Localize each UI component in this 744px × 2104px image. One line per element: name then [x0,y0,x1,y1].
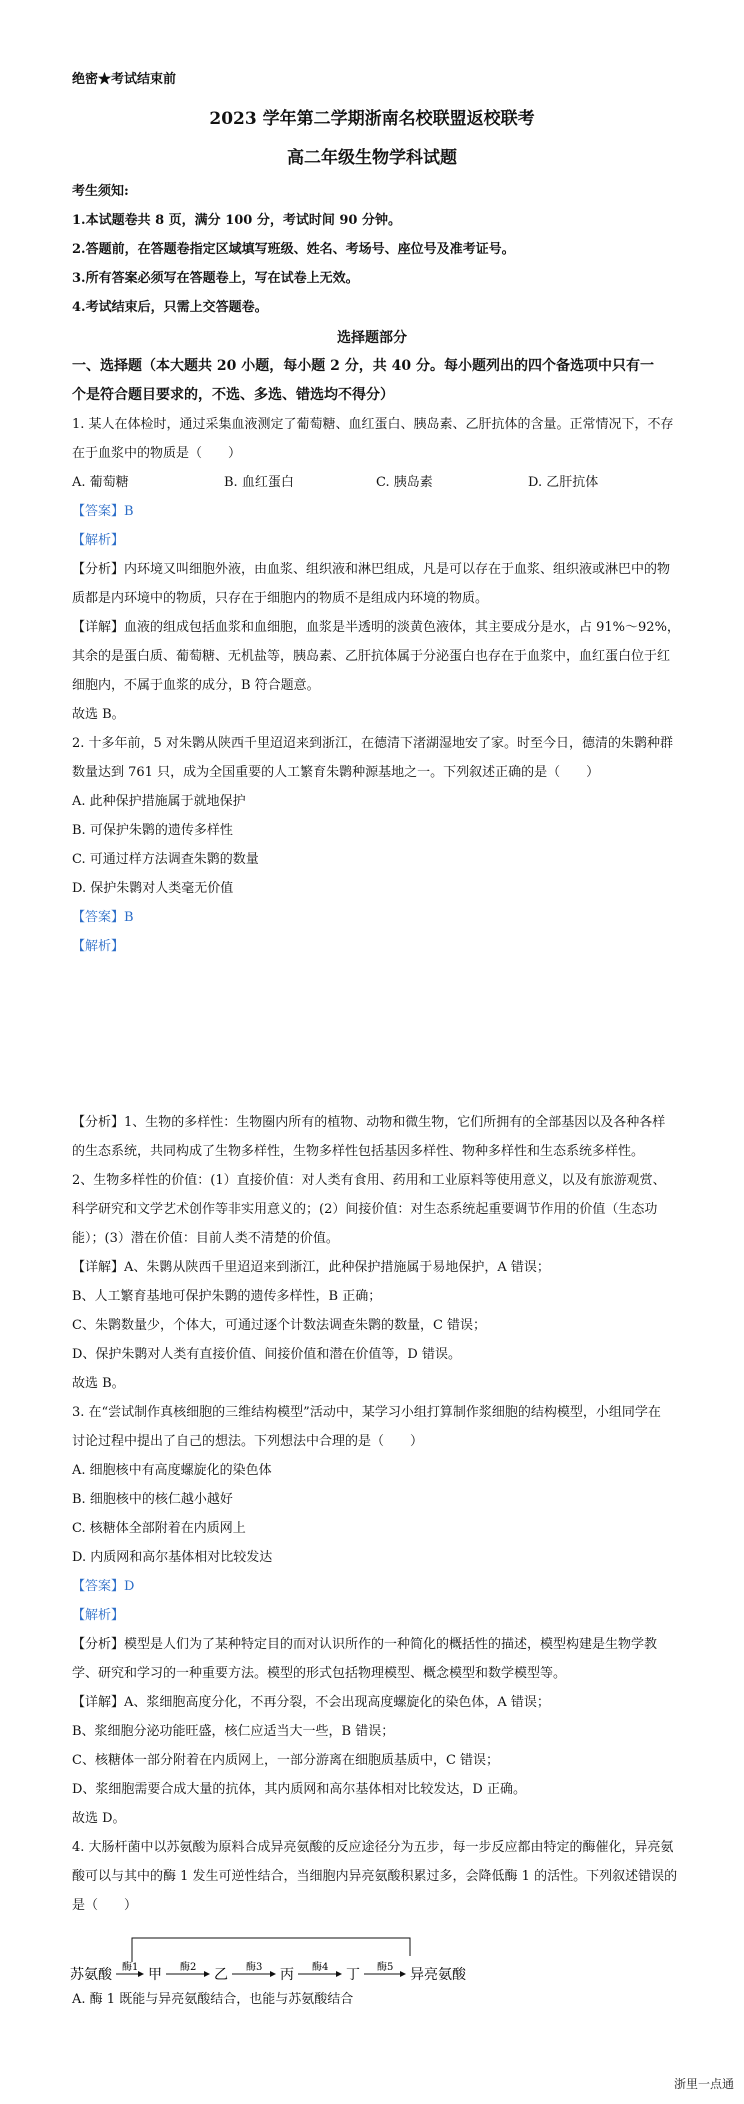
pathway-enzyme-label: 酶5 [377,1962,394,1973]
q3-detail: C、核糖体一部分附着在内质网上，一部分游离在细胞质基质中，C 错误； [72,1753,500,1768]
notice-heading: 考生须知: [72,184,129,199]
q2-answer: 【答案】B [72,910,134,925]
q1-stem: 1. 某人在体检时，通过采集血液测定了葡萄糖、血红蛋白、胰岛素、乙肝抗体的含量。正常情况下，不存 [72,417,674,432]
section-title: 选择题部分 [337,330,407,346]
q1-analysis-label: 【解析】 [72,533,125,548]
q3-stem: 讨论过程中提出了自己的想法。下列想法中合理的是（ ） [72,1434,424,1449]
section-instruction: 个是符合题目要求的，不选、多选、错选均不得分） [72,387,394,403]
pathway-node: 苏氨酸 [70,1967,112,1983]
q3-answer: 【答案】D [72,1579,135,1594]
q2-analysis: 2、生物多样性的价值：(1）直接价值：对人类有食用、药用和工业原料等使用意义，以及有旅游观赏、 [72,1173,666,1188]
q1-conclusion: 故选 B。 [72,707,125,722]
q2-option-b: B. 可保护朱鹮的遗传多样性 [72,823,233,838]
q1-option-b: B. 血红蛋白 [224,475,294,490]
q2-analysis: 的生态系统，共同构成了生物多样性，生物多样性包括基因多样性、物种多样性和生态系统多样性。 [72,1144,645,1159]
q3-option-d: D. 内质网和高尔基体相对比较发达 [72,1550,273,1565]
pathway-enzyme-label: 酶4 [312,1962,329,1973]
q3-analysis-label: 【解析】 [72,1608,125,1623]
exam-title: 2023 学年第二学期浙南名校联盟返校联考 [209,109,535,129]
pathway-arrowhead [400,1971,406,1977]
q1-option-c: C. 胰岛素 [376,475,433,490]
pathway-arrowhead [204,1971,210,1977]
pathway-diagram [70,1936,490,1984]
pathway-arrowhead [270,1971,276,1977]
q2-stem: 2. 十多年前，5 对朱鹮从陕西千里迢迢来到浙江，在德清下渚湖湿地安了家。时至今日，德清的朱鹮种群 [72,736,673,751]
q3-stem: 3. 在“尝试制作真核细胞的三维结构模型”活动中，某学习小组打算制作浆细胞的结构模型，小组同学在 [72,1405,661,1420]
q2-detail: B、人工繁育基地可保护朱鹮的遗传多样性，B 正确； [72,1289,382,1304]
secret-mark: 绝密★考试结束前 [72,72,177,87]
pathway-enzyme-label: 酶1 [122,1962,139,1973]
exam-subtitle: 高二年级生物学科试题 [287,148,457,168]
q2-option-d: D. 保护朱鹮对人类毫无价值 [72,881,234,896]
q2-analysis: 能）；(3）潜在价值：目前人类不清楚的价值。 [72,1231,339,1246]
watermark: 浙里一点通 [673,2077,734,2091]
q1-detail: 其余的是蛋白质、葡萄糖、无机盐等，胰岛素、乙肝抗体属于分泌蛋白也存在于血浆中，血红蛋白位于红 [72,649,671,664]
pathway-enzyme-label: 酶2 [180,1962,197,1973]
q2-analysis: 【分析】1、生物的多样性：生物圈内所有的植物、动物和微生物，它们所拥有的全部基因以及各种各样 [72,1115,666,1130]
pathway-node: 丁 [346,1967,360,1983]
notice-item: 2.答题前，在答题卷指定区域填写班级、姓名、考场号、座位号及准考证号。 [72,242,515,257]
q2-detail: 【详解】A、朱鹮从陕西千里迢迢来到浙江，此种保护措施属于易地保护，A 错误； [72,1260,550,1275]
q4-stem: 酸可以与其中的酶 1 发生可逆性结合，当细胞内异亮氨酸积累过多，会降低酶 1 的活性。下列叙述错误的 [72,1869,678,1884]
q4-option-a: A. 酶 1 既能与异亮氨酸结合，也能与苏氨酸结合 [72,1992,354,2007]
q3-detail: B、浆细胞分泌功能旺盛，核仁应适当大一些，B 错误； [72,1724,395,1739]
q3-analysis: 【分析】模型是人们为了某种特定目的而对认识所作的一种简化的概括性的描述，模型构建是生物学教 [72,1637,658,1652]
notice-item: 3.所有答案必须写在答题卷上，写在试卷上无效。 [72,271,359,286]
notice-item: 1.本试题卷共 8 页，满分 100 分，考试时间 90 分钟。 [72,213,401,228]
q3-option-a: A. 细胞核中有高度螺旋化的染色体 [72,1463,272,1478]
q2-analysis-label: 【解析】 [72,939,125,954]
feedback-line [132,1938,410,1962]
q1-stem: 在于血浆中的物质是（ ） [72,446,242,461]
pathway-node: 甲 [148,1967,162,1983]
q3-option-b: B. 细胞核中的核仁越小越好 [72,1492,233,1507]
q4-stem: 是（ ） [72,1898,138,1913]
q1-detail: 细胞内，不属于血浆的成分，B 符合题意。 [72,678,320,693]
q1-option-d: D. 乙肝抗体 [528,475,599,490]
q2-conclusion: 故选 B。 [72,1376,125,1391]
pathway-enzyme-label: 酶3 [246,1962,263,1973]
q1-analysis: 【分析】内环境又叫细胞外液，由血浆、组织液和淋巴组成，凡是可以存在于血浆、组织液或淋巴中的物 [72,562,671,577]
q1-detail: 【详解】血液的组成包括血浆和血细胞，血浆是半透明的淡黄色液体，其主要成分是水，占 91%～92%， [72,620,680,635]
pathway-arrowhead [138,1971,144,1977]
q1-analysis: 质都是内环境中的物质，只存在于细胞内的物质不是组成内环境的物质。 [72,591,489,606]
section-instruction: 一、选择题（本大题共 20 小题，每小题 2 分，共 40 分。每小题列出的四个备选项中只有一 [72,358,654,374]
pathway-node: 乙 [214,1967,228,1983]
pathway-arrowhead [336,1971,342,1977]
q3-option-c: C. 核糖体全部附着在内质网上 [72,1521,246,1536]
q2-option-c: C. 可通过样方法调查朱鹮的数量 [72,852,259,867]
q3-detail: D、浆细胞需要合成大量的抗体，其内质网和高尔基体相对比较发达，D 正确。 [72,1782,526,1797]
q2-detail: D、保护朱鹮对人类有直接价值、间接价值和潜在价值等，D 错误。 [72,1347,461,1362]
pathway-node: 异亮氨酸 [410,1967,466,1983]
q3-detail: 【详解】A、浆细胞高度分化，不再分裂，不会出现高度螺旋化的染色体，A 错误； [72,1695,550,1710]
q1-option-a: A. 葡萄糖 [72,475,129,490]
q2-detail: C、朱鹮数量少，个体大，可通过逐个计数法调查朱鹮的数量，C 错误； [72,1318,487,1333]
q2-stem: 数量达到 761 只，成为全国重要的人工繁育朱鹮种源基地之一。下列叙述正确的是（ ） [72,765,600,780]
q3-analysis: 学、研究和学习的一种重要方法。模型的形式包括物理模型、概念模型和数学模型等。 [72,1666,567,1681]
pathway-node: 丙 [280,1967,294,1983]
q4-stem: 4. 大肠杆菌中以苏氨酸为原料合成异亮氨酸的反应途径分为五步，每一步反应都由特定的酶催化，异亮氨 [72,1840,674,1855]
notice-item: 4.考试结束后，只需上交答题卷。 [72,300,268,315]
q3-conclusion: 故选 D。 [72,1811,126,1826]
q2-analysis: 科学研究和文学艺术创作等非实用意义的；(2）间接价值：对生态系统起重要调节作用的价值（生态功 [72,1202,658,1217]
q2-option-a: A. 此种保护措施属于就地保护 [72,794,246,809]
q1-answer: 【答案】B [72,504,134,519]
q1-options [72,473,672,493]
